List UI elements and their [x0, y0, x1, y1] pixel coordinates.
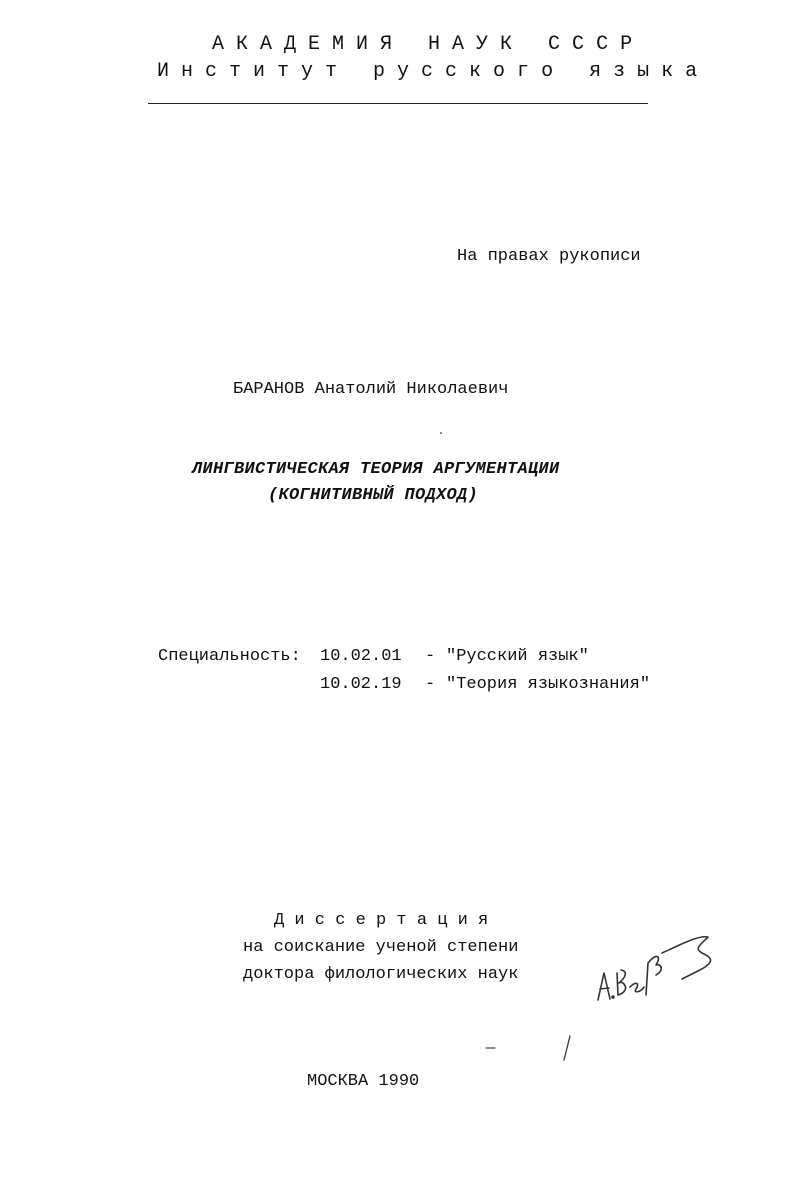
pencil-dash-mark	[484, 1045, 498, 1051]
dissertation-field-line: доктора филологических наук	[243, 965, 519, 984]
specialty-name: "Теория языкознания"	[446, 675, 651, 694]
pencil-mark	[550, 1030, 590, 1070]
thesis-title-line2: (КОГНИТИВНЫЙ ПОДХОД)	[268, 486, 479, 505]
author-name: БАРАНОВ Анатолий Николаевич	[233, 380, 509, 399]
specialty-name: "Русский язык"	[446, 647, 589, 666]
thesis-title-line1: ЛИНГВИСТИЧЕСКАЯ ТЕОРИЯ АРГУМЕНТАЦИИ	[192, 460, 560, 479]
specialty-code: 10.02.19	[320, 675, 402, 694]
academy-heading: А К А Д Е М И Я Н А У К С С С Р	[212, 33, 633, 56]
specialty-code: 10.02.01	[320, 647, 402, 666]
institute-heading: И н с т и т у т р у с с к о г о я з ы к а	[157, 60, 698, 83]
specialty-label: Специальность:	[158, 647, 301, 666]
handwritten-signature	[590, 925, 740, 1025]
dissertation-degree-line: на соискание ученой степени	[243, 938, 519, 957]
scan-speck	[440, 432, 442, 434]
rights-note: На правах рукописи	[457, 247, 641, 266]
specialty-dash: -	[425, 647, 436, 666]
header-divider	[148, 103, 648, 104]
dissertation-label: Д и с с е р т а ц и я	[274, 911, 489, 930]
specialty-dash: -	[425, 675, 436, 694]
city-year: МОСКВА 1990	[307, 1072, 420, 1091]
